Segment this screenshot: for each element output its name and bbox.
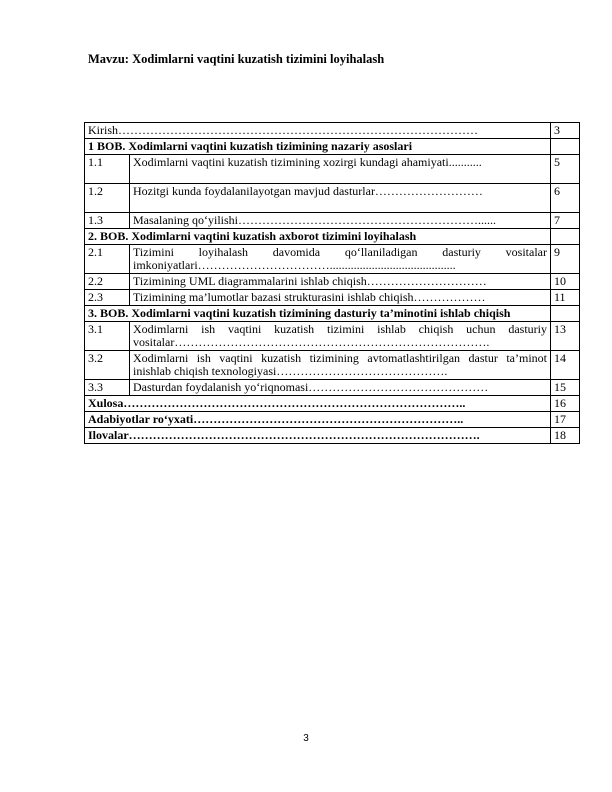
section-title: Xodimlarni ish vaqtini kuzatish tizimining avtomatlashtirilgan dastur ta’minot inishlab chiqish texnologiyasi…………………………………….	[130, 351, 551, 380]
section-title: Xodimlarni vaqtini kuzatish tizimining xozirgi kundagi ahamiyati...........	[130, 155, 551, 184]
section-number: 1.2	[85, 184, 130, 213]
toc-page-number-empty	[551, 229, 580, 245]
toc-page-number: 13	[551, 322, 580, 351]
section-title: Xodimlarni ish vaqtini kuzatish tizimini ishlab chiqish uchun dasturiy vositalar…………………………………………………………………….	[130, 322, 551, 351]
toc-row-3-2	[85, 351, 580, 380]
section-number: 1.3	[85, 213, 130, 229]
section-number: 2.1	[85, 245, 130, 274]
toc-row-2-3	[85, 290, 580, 306]
section-number: 2.2	[85, 274, 130, 290]
toc-chapter-1	[85, 139, 580, 155]
toc-entry-text: Ilovalar…………………………………………………………………………….	[85, 428, 551, 444]
toc-chapter-3	[85, 306, 580, 322]
toc-page-number: 16	[551, 396, 580, 412]
toc-page-number-empty	[551, 306, 580, 322]
toc-row-ilovalar	[85, 428, 580, 444]
toc-row-2-1	[85, 245, 580, 274]
toc-row-1-2	[85, 184, 580, 213]
section-number: 2.3	[85, 290, 130, 306]
page-title: Mavzu: Xodimlarni vaqtini kuzatish tizimini loyihalash	[88, 52, 385, 66]
toc-row-xulosa	[85, 396, 580, 412]
section-title: Tizimining ma’lumotlar bazasi strukturasini ishlab chiqish………………	[130, 290, 551, 306]
page-number: 3	[303, 733, 309, 744]
section-title: Dasturdan foydalanish yo‘riqnomasi………………………………………	[130, 380, 551, 396]
section-title: Tizimining UML diagrammalarini ishlab chiqish…………………………	[130, 274, 551, 290]
toc-page-number: 11	[551, 290, 580, 306]
toc-page-number: 14	[551, 351, 580, 380]
toc-page-number: 9	[551, 245, 580, 274]
toc-page-number: 10	[551, 274, 580, 290]
section-title: Hozitgi kunda foydalanilayotgan mavjud dasturlar………………………	[130, 184, 551, 213]
toc-row-2-2	[85, 274, 580, 290]
section-title: Tizimini loyihalash davomida qo‘llaniladigan dasturiy vositalar imkoniyatlari……………………………..........................................	[130, 245, 551, 274]
toc-page-number: 5	[551, 155, 580, 184]
section-title: Masalaning qo‘yilishi……………………………………………………......	[130, 213, 551, 229]
toc-entry-text: Xulosa…………………………………………………………………………..	[85, 396, 551, 412]
toc-chapter-2	[85, 229, 580, 245]
chapter-heading: 3. BOB. Xodimlarni vaqtini kuzatish tizimining dasturiy ta’minotini ishlab chiqish	[85, 306, 551, 322]
section-number: 3.2	[85, 351, 130, 380]
toc-page-number: 17	[551, 412, 580, 428]
section-number: 1.1	[85, 155, 130, 184]
toc-page-number: 15	[551, 380, 580, 396]
toc-page-number: 18	[551, 428, 580, 444]
section-number: 3.1	[85, 322, 130, 351]
toc-page-number: 7	[551, 213, 580, 229]
toc-page-number: 3	[551, 123, 580, 139]
section-number: 3.3	[85, 380, 130, 396]
toc-page-number: 6	[551, 184, 580, 213]
toc-row-3-3	[85, 380, 580, 396]
toc-row-1-1	[85, 155, 580, 184]
toc-page-number-empty	[551, 139, 580, 155]
toc-row-kirish	[85, 123, 580, 139]
chapter-heading: 2. BOB. Xodimlarni vaqtini kuzatish axborot tizimini loyihalash	[85, 229, 551, 245]
toc-entry-text: Adabiyotlar ro‘yxati…………………………………………………………..	[85, 412, 551, 428]
toc-row-1-3	[85, 213, 580, 229]
toc-row-adabiyotlar	[85, 412, 580, 428]
chapter-heading: 1 BOB. Xodimlarni vaqtini kuzatish tizimining nazariy asoslari	[85, 139, 551, 155]
toc-entry-text: Kirish………………………………………………………………………………	[85, 123, 551, 139]
table-of-contents	[84, 122, 580, 444]
toc-row-3-1	[85, 322, 580, 351]
